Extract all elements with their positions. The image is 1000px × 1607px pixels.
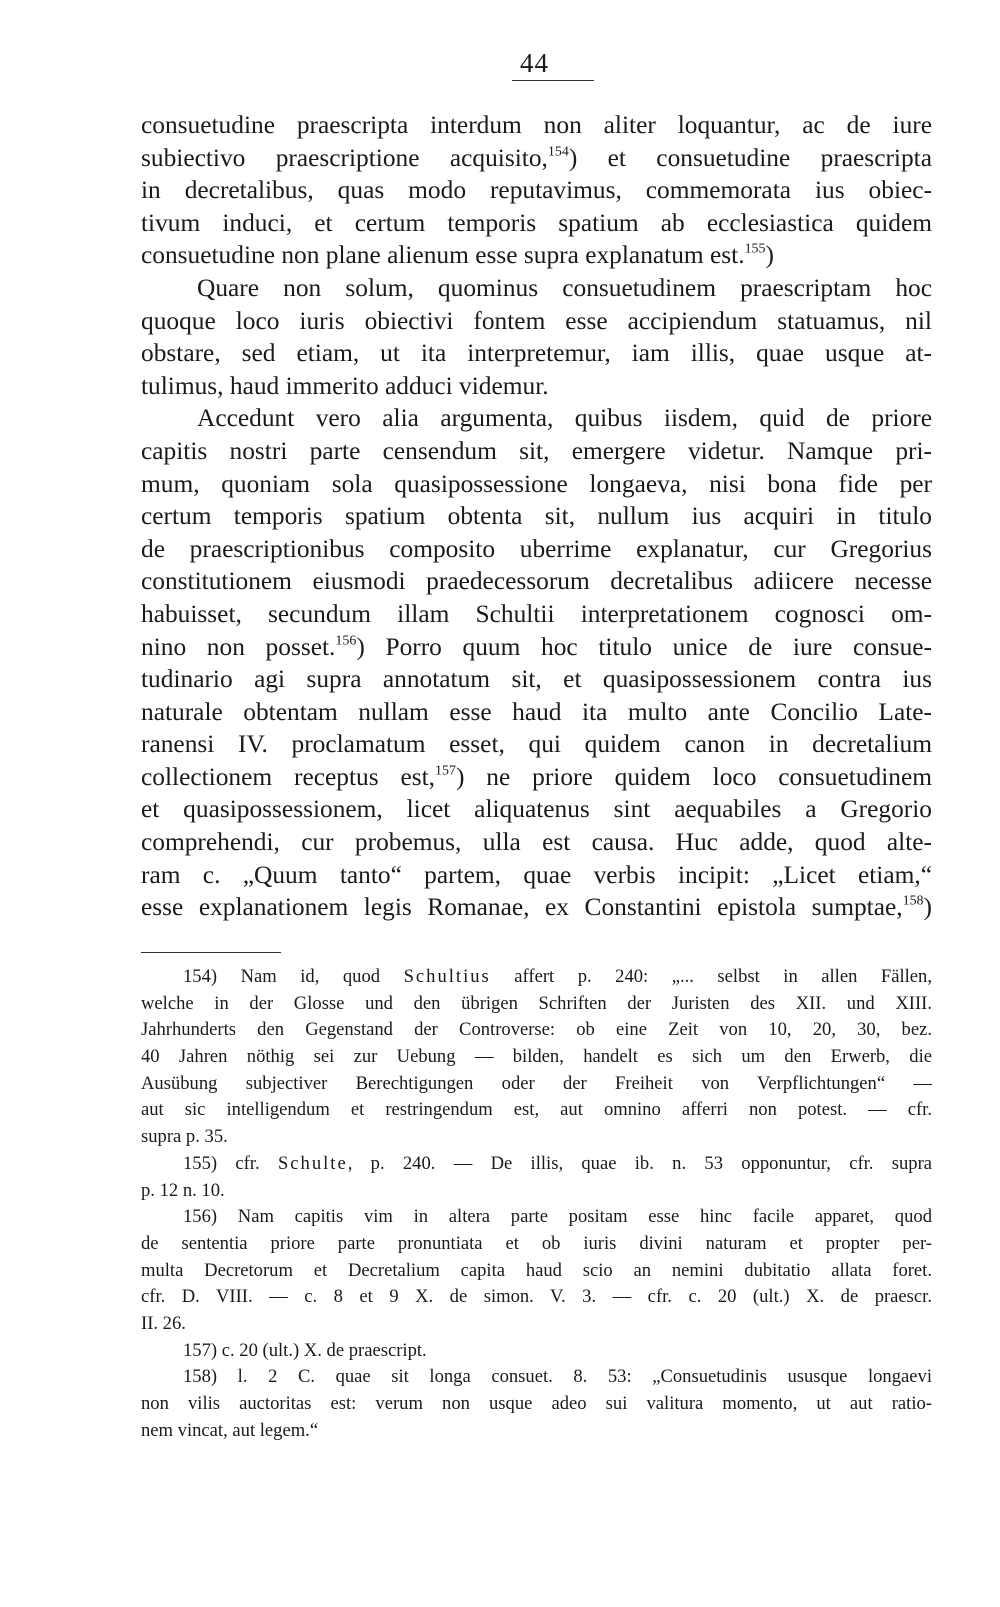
text-line: tivum induci, et certum temporis spatium ab ecclesiastica quidem: [141, 208, 932, 237]
footnote-line: nem vincat, aut legem.“: [141, 1419, 319, 1441]
footnote-line: cfr. D. VIII. — c. 8 et 9 X. de simon. V. 3. — cfr. c. 20 (ult.) X. de praescr.: [141, 1286, 932, 1308]
text-line: capitis nostri parte censendum sit, emergere videtur. Namque pri-: [141, 436, 932, 465]
footnote-ref: 158: [902, 893, 924, 909]
footnote-line: supra p. 35.: [141, 1126, 228, 1148]
footnote-line: aut sic intelligendum et restringendum est, aut omnino afferri non potest. — cfr.: [141, 1099, 932, 1121]
text-line: Accedunt vero alia argumenta, quibus iisdem, quid de priore: [197, 404, 932, 433]
text-line: constitutionem eiusmodi praedecessorum decretalibus adiicere necesse: [141, 567, 932, 596]
main-text: [141, 109, 932, 924]
text-line: habuisset, secundum illam Schultii interpretationem cognosci om-: [141, 599, 932, 628]
footnote-line: 155) cfr. Schulte, p. 240. — De illis, quae ib. n. 53 opponuntur, cfr. supra: [183, 1152, 933, 1174]
footnote-ref: 156: [335, 633, 357, 649]
footnote-line: p. 12 n. 10.: [141, 1179, 225, 1201]
text-line: ram c. „Quum tanto“ partem, quae verbis incipit: „Licet etiam,“: [141, 860, 932, 889]
text-line: quoque loco iuris obiectivi fontem esse accipiendum statuamus, nil: [141, 306, 932, 335]
footnote-line: Jahrhunderts den Gegenstand der Controverse: ob eine Zeit von 10, 20, 30, bez.: [141, 1019, 932, 1041]
page-number-rule: [512, 80, 594, 81]
text-line: collectionem receptus est,$^{157}$) ne priore quidem loco consuetudinem: [141, 762, 932, 791]
footnote-separator: [141, 952, 281, 953]
footnote-line: multa Decretorum et Decretalium capita haud scio an nemini dubitatio allata foret.: [141, 1259, 932, 1281]
text-line: nino non posset.$^{156}$) Porro quum hoc titulo unice de iure consue-: [141, 632, 932, 661]
footnote-line: non vilis auctoritas est: verum non usque adeo sui valitura momento, ut aut ratio-: [141, 1393, 932, 1414]
footnote-ref: 157: [435, 763, 456, 779]
text-line: mum, quoniam sola quasipossessione longaeva, nisi bona fide per: [141, 469, 932, 498]
text-line: esse explanationem legis Romanae, ex Constantini epistola sumptae,$^{158}$): [141, 893, 932, 922]
footnote-line: 154) Nam id, quod Schultius affert p. 240: „... selbst in allen Fällen,: [183, 966, 933, 987]
text-line: certum temporis spatium obtenta sit, nullum ius acquiri in titulo: [141, 502, 932, 531]
text-line: consuetudine praescripta interdum non aliter loquantur, ac de iure: [141, 111, 932, 139]
footnote-line: 157) c. 20 (ult.) X. de praescript.: [183, 1339, 427, 1361]
text-line: tulimus, haud immerito adduci videmur.: [141, 371, 549, 400]
text-line: naturale obtentam nullam esse haud ita multo ante Concilio Late-: [141, 697, 932, 726]
page-number: 44: [520, 48, 549, 78]
footnote-line: II. 26.: [141, 1312, 186, 1334]
footnote-line: de sententia priore parte pronuntiata et ob iuris divini naturam et propter per-: [141, 1232, 932, 1254]
footnote-line: 156) Nam capitis vim in altera parte positam esse hinc facile apparet, quod: [183, 1206, 932, 1228]
footnote-155: [141, 1151, 932, 1204]
footnote-line: Ausübung subjectiver Berechtigungen oder der Freiheit von Verpflichtungen“ —: [141, 1072, 932, 1094]
text-line: de praescriptionibus composito uberrime explanatur, cur Gregorius: [141, 534, 932, 563]
footnote-line: 158) l. 2 C. quae sit longa consuet. 8. 53: „Consuetudinis ususque longaevi: [183, 1366, 932, 1388]
author-name: Schultius: [403, 966, 491, 987]
footnote-154: [141, 964, 932, 1151]
footnotes: [141, 964, 932, 1444]
text-line: Quare non solum, quominus consuetudinem praescriptam hoc: [197, 273, 932, 302]
text-line: in decretalibus, quas modo reputavimus, commemorata ius obiec-: [141, 176, 932, 205]
text-line: comprehendi, cur probemus, ulla est causa. Huc adde, quod alte-: [141, 828, 932, 857]
text-line: obstare, sed etiam, ut ita interpretemur, iam illis, quae usque at-: [141, 339, 932, 368]
author-name: Schulte: [277, 1152, 348, 1174]
footnote-line: 40 Jahren nöthig sei zur Uebung — bilden, handelt es sich um den Erwerb, die: [141, 1046, 932, 1068]
text-line: ranensi IV. proclamatum esset, qui quidem canon in decretalium: [141, 730, 932, 759]
footnote-157: [141, 1338, 932, 1365]
footnote-ref: 155: [744, 241, 766, 257]
text-line: et quasipossessionem, licet aliquatenus sint aequabiles a Gregorio: [141, 795, 932, 824]
text-line: subiectivo praescriptione acquisito,$^{154}$) et consuetudine praescripta: [141, 143, 932, 172]
footnote-line: welche in der Glosse und den übrigen Schriften der Juristen des XII. und XIII.: [141, 992, 932, 1014]
text-line: consuetudine non plane alienum esse supra explanatum est.$^{155}$): [141, 241, 774, 270]
footnote-156: [141, 1204, 932, 1337]
footnote-158: [141, 1364, 932, 1444]
text-line: tudinario agi supra annotatum sit, et quasipossessionem contra ius: [141, 665, 932, 694]
footnote-ref: 154: [547, 144, 569, 160]
